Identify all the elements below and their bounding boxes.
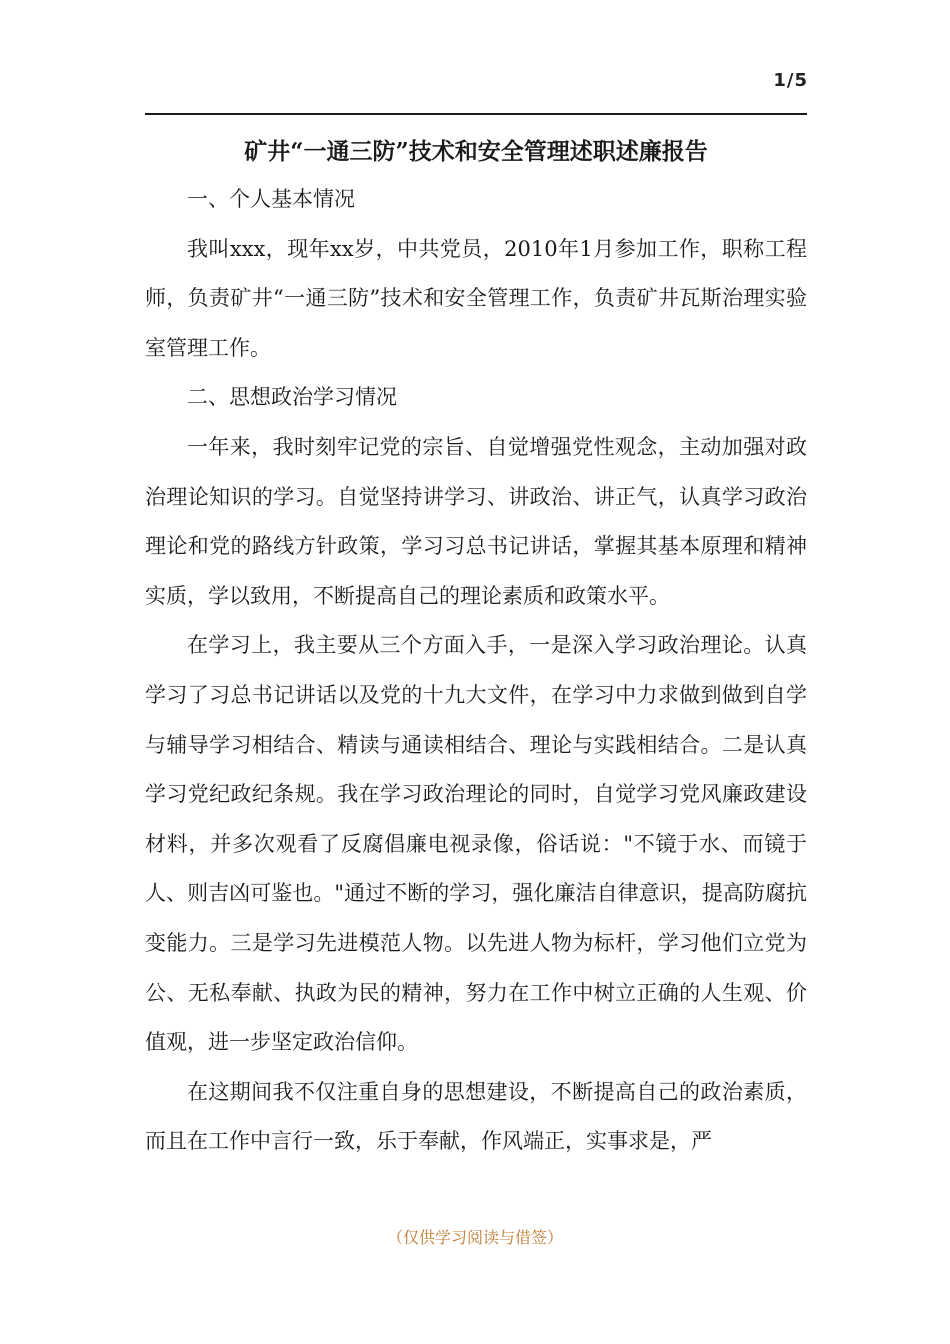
paragraph-political-study: 一年来，我时刻牢记党的宗旨、自觉增强党性观念，主动加强对政治理论知识的学习。自觉坚持讲学习、讲政治、讲正气，认真学习政治理论和党的路线方针政策，学习习总书记讲话，掌握其基本原理和精神实质，学以致用，不断提高自己的理论素质和政策水平。 bbox=[145, 434, 807, 608]
paragraph-personal-info: 我叫xxx，现年xx岁，中共党员，2010年1月参加工作，职称工程师，负责矿井“一通三防”技术和安全管理工作，负责矿井瓦斯治理实验室管理工作。 bbox=[145, 236, 807, 360]
footer-note: （仅供学习阅读与借签） bbox=[386, 1228, 563, 1247]
section-heading-personal-info: 一、个人基本情况 bbox=[187, 187, 355, 211]
paragraph-self-conduct: 在这期间我不仅注重自身的思想建设，不断提高自己的政治素质，而且在工作中言行一致，乐于奉献，作风端正，实事求是，严 bbox=[145, 1079, 807, 1154]
header-rule bbox=[145, 113, 807, 115]
paragraph-study-approach: 在学习上，我主要从三个方面入手，一是深入学习政治理论。认真学习了习总书记讲话以及党的十九大文件，在学习中力求做到做到自学与辅导学习相结合、精读与通读相结合、理论与实践相结合。二是认真学习党纪政纪条规。我在学习政治理论的同时，自觉学习党风廉政建设材料，并多次观看了反腐倡廉电视录像，俗话说："不镜于水、而镜于人、则吉凶可鉴也。"通过不断的学习，强化廉洁自律意识，提高防腐抗变能力。三是学习先进模范人物。以先进人物为标杆，学习他们立党为公、无私奉献、执政为民的精神，努力在工作中树立正确的人生观、价值观，进一步坚定政治信仰。 bbox=[145, 633, 807, 1055]
page-number: 1/5 bbox=[773, 70, 808, 91]
document-title: 矿井“一通三防”技术和安全管理述职述廉报告 bbox=[244, 138, 708, 165]
document-body bbox=[145, 175, 807, 1167]
section-heading-political-study: 二、思想政治学习情况 bbox=[187, 385, 397, 410]
